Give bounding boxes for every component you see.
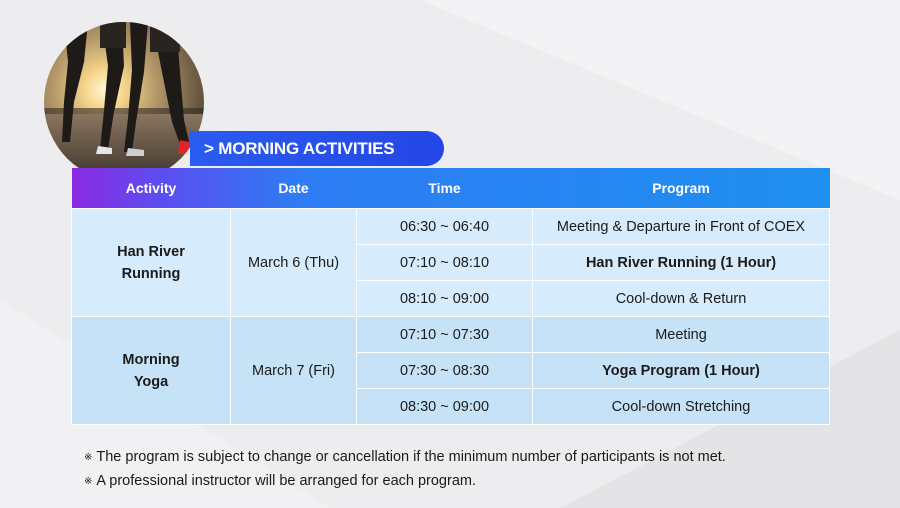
reference-mark: ※ xyxy=(84,476,93,487)
header-activity: Activity xyxy=(125,180,177,196)
footnote-text: A professional instructor will be arranged for each program. xyxy=(96,473,476,489)
activity-name-line2: Running xyxy=(121,265,181,282)
time-cell: 07:30 ~ 08:30 xyxy=(357,353,533,389)
activity-name-line2: Yoga xyxy=(133,373,169,390)
schedule-table xyxy=(71,168,830,425)
reference-mark: ※ xyxy=(84,452,93,463)
program-cell: Cool-down Stretching xyxy=(533,389,830,425)
footnote xyxy=(84,470,726,494)
activity-cell xyxy=(72,209,231,317)
table-row xyxy=(72,317,830,353)
runners-photo xyxy=(44,22,204,182)
program-cell: Meeting & Departure in Front of COEX xyxy=(533,209,830,245)
footnote xyxy=(84,446,726,470)
program-cell: Han River Running (1 Hour) xyxy=(533,245,830,281)
time-cell: 07:10 ~ 08:10 xyxy=(357,245,533,281)
time-cell: 08:10 ~ 09:00 xyxy=(357,281,533,317)
date-cell: March 6 (Thu) xyxy=(231,209,357,317)
table-header-row xyxy=(72,168,830,209)
section-title xyxy=(190,131,444,166)
program-cell: Cool-down & Return xyxy=(533,281,830,317)
header-program: Program xyxy=(652,180,710,196)
footnote-text: The program is subject to change or cancellation if the minimum number of participants is not met. xyxy=(96,449,726,465)
time-cell: 08:30 ~ 09:00 xyxy=(357,389,533,425)
program-cell: Meeting xyxy=(533,317,830,353)
date-cell: March 7 (Fri) xyxy=(231,317,357,425)
activity-name-line1: Morning xyxy=(122,351,180,368)
time-cell: 07:10 ~ 07:30 xyxy=(357,317,533,353)
program-cell: Yoga Program (1 Hour) xyxy=(533,353,830,389)
time-cell: 06:30 ~ 06:40 xyxy=(357,209,533,245)
section-title-text: > MORNING ACTIVITIES xyxy=(204,138,395,158)
table-row xyxy=(72,209,830,245)
activity-name-line1: Han River xyxy=(117,243,185,260)
footnotes xyxy=(84,446,726,494)
header-date: Date xyxy=(278,180,309,196)
header-time: Time xyxy=(428,180,461,196)
activity-cell xyxy=(72,317,231,425)
